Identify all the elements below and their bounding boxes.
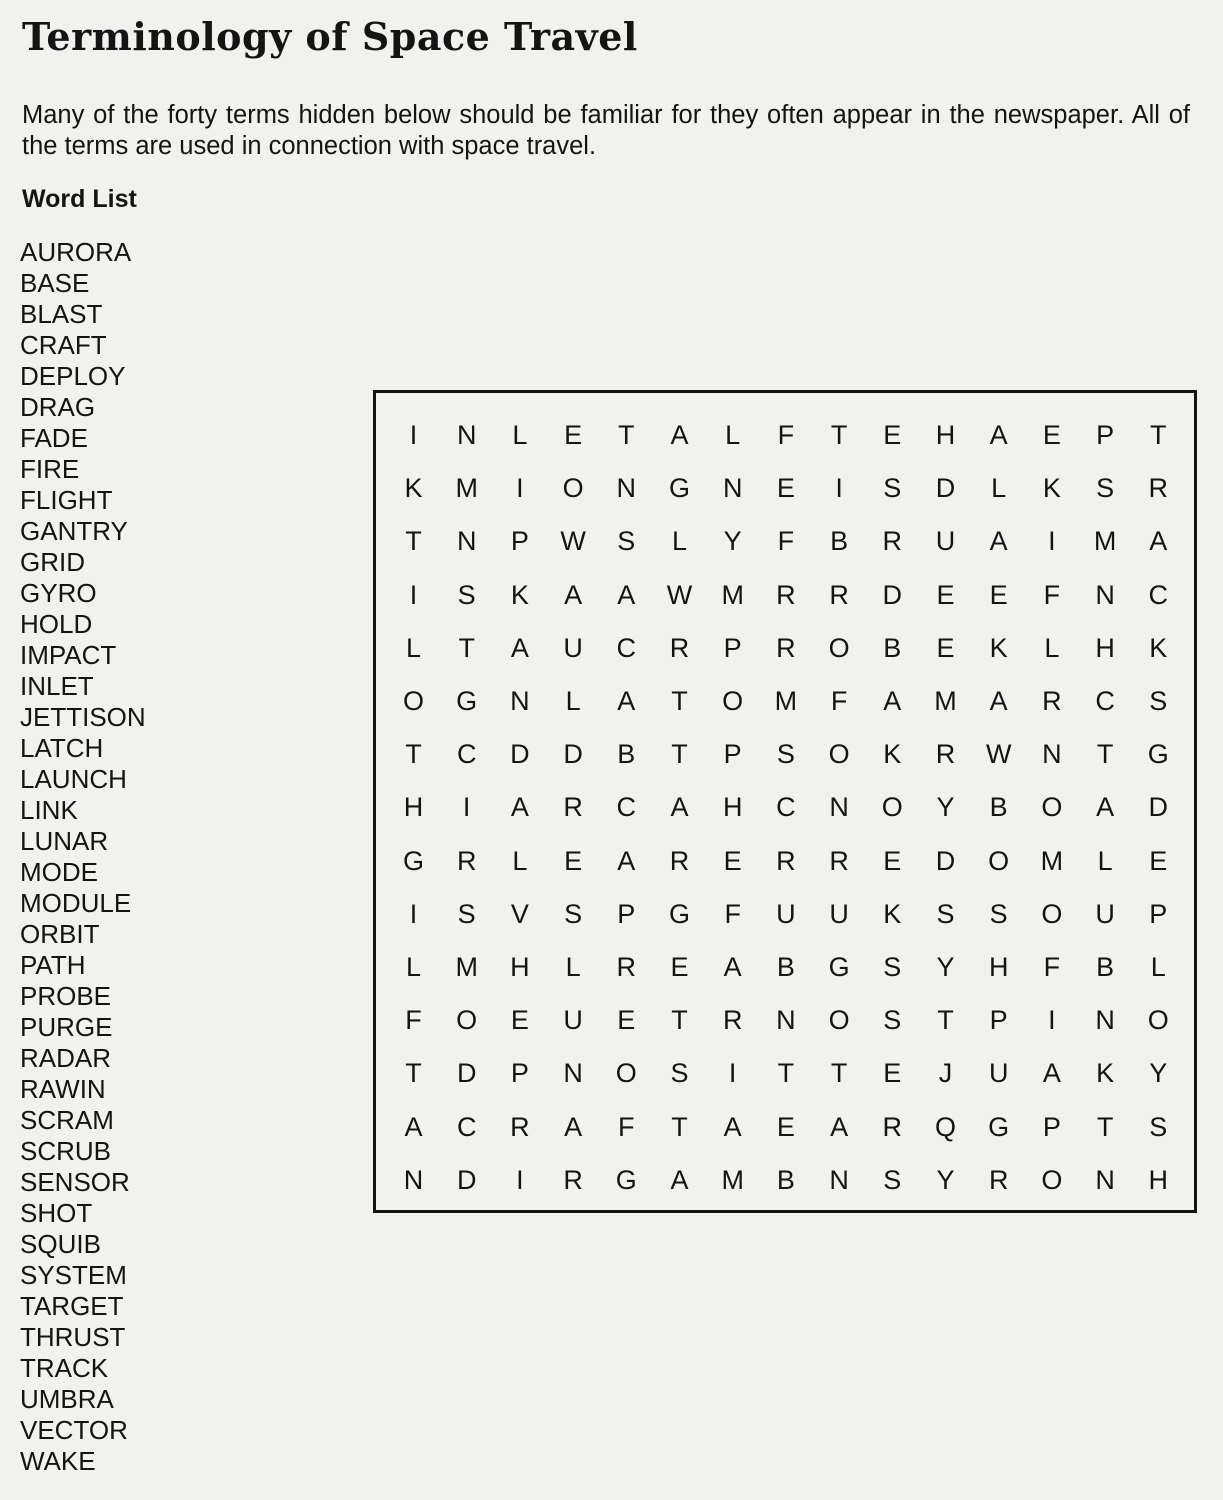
grid-letter[interactable]: E: [989, 579, 1008, 610]
grid-letter[interactable]: G: [828, 952, 850, 982]
grid-letter[interactable]: B: [989, 792, 1008, 823]
grid-letter[interactable]: L: [1097, 845, 1113, 876]
grid-letter[interactable]: A: [989, 526, 1008, 557]
grid-letter[interactable]: N: [456, 526, 477, 557]
word-list-item: SCRAM: [20, 1105, 114, 1135]
word-list-item: THRUST: [20, 1322, 126, 1352]
grid-row: [376, 994, 1194, 1047]
grid-letter[interactable]: L: [1150, 952, 1166, 982]
grid-letter[interactable]: I: [1048, 526, 1056, 557]
word-list-item: INLET: [20, 671, 94, 701]
grid-letter[interactable]: E: [617, 1005, 636, 1036]
grid-letter[interactable]: E: [776, 473, 795, 504]
grid-letter[interactable]: R: [882, 526, 903, 557]
grid-letter[interactable]: A: [617, 579, 636, 610]
grid-letter[interactable]: P: [1042, 1111, 1061, 1142]
word-search-grid: [373, 390, 1197, 1213]
word-list-item: IMPACT: [20, 640, 117, 670]
grid-letter[interactable]: I: [516, 473, 524, 504]
grid-letter[interactable]: D: [1148, 792, 1169, 823]
grid-letter[interactable]: G: [615, 1164, 637, 1195]
grid-letter[interactable]: A: [989, 420, 1008, 450]
grid-letter[interactable]: N: [510, 686, 530, 716]
grid-letter[interactable]: P: [510, 1058, 529, 1089]
grid-letter[interactable]: I: [409, 420, 418, 450]
grid-letter[interactable]: B: [883, 632, 902, 663]
grid-letter[interactable]: N: [1042, 739, 1062, 770]
grid-row: [376, 835, 1194, 888]
grid-letter[interactable]: H: [722, 792, 743, 823]
grid-letter[interactable]: P: [617, 898, 636, 929]
grid-letter[interactable]: E: [1042, 420, 1061, 450]
grid-letter[interactable]: C: [616, 792, 637, 823]
grid-letter[interactable]: O: [1041, 792, 1063, 823]
word-list-item: GRID: [20, 547, 85, 577]
grid-letter[interactable]: E: [723, 845, 742, 876]
grid-letter[interactable]: R: [510, 1111, 530, 1142]
grid-letter[interactable]: K: [989, 632, 1008, 663]
word-list-item: GYRO: [20, 578, 97, 608]
grid-letter[interactable]: G: [402, 845, 424, 876]
grid-letter[interactable]: Y: [936, 792, 955, 823]
grid-letter[interactable]: O: [988, 845, 1010, 876]
grid-letter[interactable]: M: [934, 686, 957, 716]
grid-letter[interactable]: A: [564, 579, 583, 610]
grid-letter[interactable]: E: [883, 845, 902, 876]
grid-letter[interactable]: K: [404, 473, 423, 504]
grid-letter[interactable]: F: [618, 1111, 635, 1142]
grid-letter[interactable]: O: [828, 1005, 850, 1036]
word-list: [20, 237, 146, 1477]
grid-letter[interactable]: T: [830, 1058, 848, 1089]
grid-letter[interactable]: U: [935, 526, 956, 557]
grid-letter[interactable]: E: [564, 845, 583, 876]
grid-letter[interactable]: T: [671, 1111, 688, 1142]
grid-letter[interactable]: S: [883, 952, 902, 982]
grid-letter[interactable]: T: [1096, 1111, 1114, 1142]
grid-letter[interactable]: I: [409, 579, 418, 610]
word-list-item: RADAR: [20, 1043, 112, 1073]
grid-letter[interactable]: G: [668, 473, 690, 504]
grid-letter[interactable]: M: [455, 473, 478, 504]
grid-letter[interactable]: Y: [1149, 1058, 1168, 1089]
grid-letter[interactable]: G: [1147, 739, 1169, 770]
grid-row: [376, 462, 1194, 515]
grid-row: [376, 1101, 1194, 1154]
grid-letter[interactable]: L: [565, 686, 581, 716]
grid-letter[interactable]: F: [777, 526, 795, 557]
grid-row: [376, 515, 1194, 568]
word-list-item: FADE: [20, 423, 88, 453]
grid-letter[interactable]: W: [666, 579, 693, 610]
word-list-item: LINK: [20, 795, 78, 825]
grid-letter[interactable]: L: [671, 526, 688, 557]
grid-letter[interactable]: A: [404, 1111, 423, 1142]
grid-letter[interactable]: R: [616, 952, 637, 982]
grid-letter[interactable]: B: [1096, 952, 1115, 982]
grid-letter[interactable]: D: [456, 1058, 477, 1089]
grid-letter[interactable]: S: [564, 898, 583, 929]
grid-letter[interactable]: R: [1148, 473, 1169, 504]
grid-letter[interactable]: S: [883, 1005, 902, 1036]
grid-letter[interactable]: S: [989, 898, 1008, 929]
grid-letter[interactable]: A: [670, 1164, 689, 1195]
grid-letter[interactable]: G: [988, 1111, 1010, 1142]
word-list-item: FLIGHT: [20, 485, 113, 515]
word-list-item: PROBE: [20, 981, 112, 1011]
grid-letter[interactable]: T: [937, 1005, 954, 1036]
grid-letter[interactable]: I: [409, 898, 418, 929]
grid-letter[interactable]: N: [722, 473, 743, 504]
grid-letter[interactable]: T: [1096, 739, 1114, 770]
grid-letter[interactable]: O: [1147, 1005, 1169, 1036]
grid-letter[interactable]: G: [456, 686, 478, 716]
grid-letter[interactable]: K: [883, 739, 902, 770]
grid-letter[interactable]: N: [776, 1005, 796, 1036]
word-list-item: LUNAR: [20, 826, 109, 856]
grid-letter[interactable]: E: [883, 420, 902, 450]
grid-letter[interactable]: N: [403, 1164, 424, 1195]
grid-letter[interactable]: M: [1040, 845, 1064, 876]
grid-letter[interactable]: Y: [723, 526, 742, 557]
word-list-item: DEPLOY: [20, 361, 126, 391]
grid-letter[interactable]: A: [670, 420, 689, 450]
grid-letter[interactable]: B: [776, 952, 795, 982]
grid-letter[interactable]: K: [510, 579, 529, 610]
grid-letter[interactable]: C: [456, 739, 477, 770]
grid-letter[interactable]: A: [510, 632, 529, 663]
word-list-item: SHOT: [20, 1198, 93, 1228]
word-list-item: GANTRY: [20, 516, 128, 546]
grid-letter[interactable]: O: [828, 739, 850, 770]
grid-letter[interactable]: K: [1042, 473, 1061, 504]
grid-letter[interactable]: S: [457, 579, 476, 610]
grid-letter[interactable]: U: [563, 632, 583, 663]
grid-letter[interactable]: N: [563, 1058, 583, 1089]
word-list-item: HOLD: [20, 609, 93, 639]
word-list-item: PATH: [20, 950, 86, 980]
grid-letter[interactable]: C: [1148, 579, 1169, 610]
grid-letter[interactable]: U: [988, 1058, 1009, 1089]
word-list-heading: Word List: [22, 185, 137, 213]
grid-letter[interactable]: G: [668, 898, 690, 929]
grid-letter[interactable]: A: [830, 1111, 849, 1142]
grid-letter[interactable]: S: [457, 898, 476, 929]
grid-letter[interactable]: L: [405, 952, 422, 982]
word-list-item: LAUNCH: [20, 764, 127, 794]
grid-letter[interactable]: H: [403, 792, 424, 823]
grid-letter[interactable]: C: [456, 1111, 477, 1142]
grid-letter[interactable]: S: [776, 739, 795, 770]
word-list-item: MODE: [20, 857, 98, 887]
grid-letter[interactable]: O: [881, 792, 903, 823]
grid-letter[interactable]: F: [1043, 579, 1061, 610]
grid-letter[interactable]: N: [829, 792, 849, 823]
grid-letter[interactable]: I: [1048, 1005, 1056, 1036]
grid-letter[interactable]: E: [510, 1005, 529, 1036]
grid-letter[interactable]: D: [456, 1164, 477, 1195]
grid-letter[interactable]: F: [1043, 952, 1061, 982]
grid-letter[interactable]: L: [405, 632, 422, 663]
grid-letter[interactable]: T: [830, 420, 848, 450]
grid-letter[interactable]: E: [776, 1111, 795, 1142]
grid-letter[interactable]: U: [776, 898, 796, 929]
grid-letter[interactable]: I: [835, 473, 843, 504]
grid-letter[interactable]: L: [725, 420, 741, 450]
word-list-item: FIRE: [20, 454, 80, 484]
word-list-item: PURGE: [20, 1012, 113, 1042]
grid-letter[interactable]: S: [936, 898, 955, 929]
grid-row: [376, 888, 1194, 941]
word-list-item: VECTOR: [20, 1415, 128, 1445]
grid-letter[interactable]: L: [565, 952, 581, 982]
grid-letter[interactable]: L: [512, 420, 528, 450]
word-list-item: RAWIN: [20, 1074, 106, 1104]
grid-letter[interactable]: F: [830, 686, 848, 716]
grid-letter[interactable]: C: [776, 792, 796, 823]
grid-letter[interactable]: O: [1041, 1164, 1063, 1195]
grid-letter[interactable]: D: [510, 739, 530, 770]
grid-letter[interactable]: S: [617, 526, 636, 557]
grid-letter[interactable]: R: [882, 1111, 903, 1142]
grid-letter[interactable]: L: [1044, 632, 1060, 663]
grid-letter[interactable]: R: [669, 632, 690, 663]
grid-letter[interactable]: A: [670, 792, 689, 823]
grid-letter[interactable]: T: [405, 1058, 422, 1089]
grid-letter[interactable]: D: [935, 473, 956, 504]
grid-letter[interactable]: B: [776, 1164, 795, 1195]
grid-letter[interactable]: F: [405, 1005, 422, 1036]
grid-letter[interactable]: T: [671, 686, 688, 716]
grid-letter[interactable]: O: [1041, 898, 1063, 929]
word-list-item: SCRUB: [20, 1136, 112, 1166]
word-list-item: JETTISON: [20, 702, 146, 732]
grid-letter[interactable]: A: [723, 1111, 742, 1142]
grid-letter[interactable]: R: [1042, 686, 1062, 716]
grid-letter[interactable]: A: [617, 686, 636, 716]
grid-letter[interactable]: E: [936, 579, 955, 610]
grid-row: [376, 569, 1194, 622]
grid-letter[interactable]: M: [774, 686, 798, 716]
grid-letter[interactable]: A: [564, 1111, 583, 1142]
grid-letter[interactable]: O: [615, 1058, 637, 1089]
grid-letter[interactable]: H: [1148, 1164, 1169, 1195]
word-list-item: SENSOR: [20, 1167, 130, 1197]
grid-letter[interactable]: M: [455, 952, 478, 982]
grid-letter[interactable]: K: [883, 898, 902, 929]
intro-paragraph: Many of the forty terms hidden below should be familiar for they often appear in the newspaper. All of the terms are used in connection with space travel.: [22, 101, 1190, 160]
grid-letter[interactable]: E: [883, 1058, 902, 1089]
grid-letter[interactable]: T: [777, 1058, 795, 1089]
grid-letter[interactable]: K: [1149, 632, 1168, 663]
grid-letter[interactable]: R: [563, 792, 583, 823]
grid-letter[interactable]: R: [776, 632, 796, 663]
grid-letter[interactable]: T: [671, 1005, 688, 1036]
grid-letter[interactable]: N: [829, 1164, 849, 1195]
grid-row: [376, 675, 1194, 728]
grid-letter[interactable]: T: [405, 526, 422, 557]
grid-letter[interactable]: H: [1095, 632, 1115, 663]
grid-letter[interactable]: S: [670, 1058, 689, 1089]
grid-letter[interactable]: Y: [936, 1164, 955, 1195]
grid-letter[interactable]: A: [989, 686, 1008, 716]
grid-letter[interactable]: N: [1095, 1005, 1115, 1036]
grid-letter[interactable]: R: [722, 1005, 743, 1036]
grid-letter[interactable]: S: [883, 473, 902, 504]
grid-letter[interactable]: E: [564, 420, 583, 450]
grid-letter[interactable]: R: [776, 579, 796, 610]
grid-letter[interactable]: U: [563, 1005, 583, 1036]
grid-letter[interactable]: O: [722, 686, 744, 716]
grid-letter[interactable]: N: [1095, 1164, 1115, 1195]
word-list-item: BASE: [20, 268, 90, 298]
grid-letter[interactable]: S: [1149, 686, 1168, 716]
grid-letter[interactable]: T: [458, 632, 475, 663]
grid-row: [376, 728, 1194, 781]
grid-letter[interactable]: L: [512, 845, 528, 876]
grid-letter[interactable]: P: [510, 526, 529, 557]
grid-letter[interactable]: O: [456, 1005, 478, 1036]
grid-letter[interactable]: O: [402, 686, 424, 716]
grid-letter[interactable]: T: [671, 739, 688, 770]
word-list-item: DRAG: [20, 392, 96, 422]
grid-letter[interactable]: O: [828, 632, 850, 663]
word-list-item: AURORA: [20, 237, 132, 267]
grid-letter[interactable]: V: [510, 898, 529, 929]
grid-letter[interactable]: I: [516, 1164, 524, 1195]
grid-letter[interactable]: R: [935, 739, 956, 770]
grid-letter[interactable]: A: [883, 686, 902, 716]
word-list-item: ORBIT: [20, 919, 100, 949]
grid-letter[interactable]: I: [728, 1058, 737, 1089]
grid-letter[interactable]: B: [617, 739, 636, 770]
grid-letter[interactable]: R: [776, 845, 796, 876]
grid-letter[interactable]: N: [1095, 579, 1115, 610]
grid-letter[interactable]: L: [991, 473, 1007, 504]
grid-letter[interactable]: F: [724, 898, 741, 929]
grid-letter[interactable]: H: [988, 952, 1009, 982]
grid-letter[interactable]: W: [560, 526, 586, 557]
grid-letter[interactable]: T: [405, 739, 422, 770]
grid-letter[interactable]: C: [616, 632, 637, 663]
grid-letter[interactable]: P: [989, 1005, 1008, 1036]
word-list-item: UMBRA: [20, 1384, 114, 1414]
grid-letter[interactable]: T: [1150, 420, 1167, 450]
grid-letter[interactable]: A: [1042, 1058, 1061, 1089]
word-list-item: WAKE: [20, 1446, 96, 1476]
grid-row: [376, 941, 1194, 994]
grid-row: [376, 1154, 1194, 1207]
grid-letter[interactable]: R: [829, 579, 849, 610]
grid-letter[interactable]: S: [1149, 1111, 1168, 1142]
grid-letter[interactable]: R: [456, 845, 477, 876]
grid-row: [376, 622, 1194, 675]
grid-letter[interactable]: E: [1149, 845, 1168, 876]
word-list-item: TARGET: [20, 1291, 124, 1321]
grid-letter[interactable]: I: [462, 792, 471, 823]
grid-letter[interactable]: A: [1096, 792, 1115, 823]
grid-letter[interactable]: P: [723, 739, 742, 770]
word-list-item: MODULE: [20, 888, 132, 918]
grid-letter[interactable]: Q: [934, 1111, 956, 1142]
grid-letter[interactable]: Y: [936, 952, 955, 982]
word-list-item: SQUIB: [20, 1229, 101, 1259]
grid-letter[interactable]: O: [562, 473, 584, 504]
grid-letter[interactable]: E: [936, 632, 955, 663]
grid-letter[interactable]: R: [563, 1164, 583, 1195]
word-list-item: TRACK: [20, 1353, 109, 1383]
grid-letter[interactable]: P: [1149, 898, 1168, 929]
grid-row: [376, 409, 1194, 462]
grid-letter[interactable]: R: [669, 845, 690, 876]
grid-letter[interactable]: D: [563, 739, 583, 770]
grid-letter[interactable]: W: [985, 739, 1012, 770]
grid-letter[interactable]: M: [1093, 526, 1117, 557]
word-list-item: CRAFT: [20, 330, 107, 360]
grid-letter[interactable]: S: [883, 1164, 902, 1195]
grid-letter[interactable]: E: [670, 952, 689, 982]
grid-letter[interactable]: H: [935, 420, 956, 450]
grid-letter[interactable]: N: [616, 473, 637, 504]
grid-letter[interactable]: H: [510, 952, 530, 982]
word-list-item: LATCH: [20, 733, 104, 763]
grid-letter[interactable]: M: [721, 1164, 744, 1195]
grid-letter[interactable]: D: [935, 845, 956, 876]
grid-letter[interactable]: A: [510, 792, 529, 823]
grid-letter[interactable]: J: [938, 1058, 953, 1089]
grid-letter[interactable]: K: [1096, 1058, 1115, 1089]
grid-letter[interactable]: U: [829, 898, 849, 929]
grid-letter[interactable]: D: [882, 579, 903, 610]
grid-letter[interactable]: N: [456, 420, 477, 450]
grid-row: [376, 1047, 1194, 1100]
grid-letter[interactable]: U: [1095, 898, 1115, 929]
grid-letter[interactable]: F: [777, 420, 795, 450]
grid-letter[interactable]: B: [830, 526, 849, 557]
grid-letter[interactable]: A: [617, 845, 636, 876]
grid-letter[interactable]: T: [618, 420, 635, 450]
grid-letter[interactable]: M: [721, 579, 744, 610]
grid-row: [376, 781, 1194, 834]
grid-letter[interactable]: R: [829, 845, 849, 876]
grid-letter[interactable]: P: [1096, 420, 1115, 450]
grid-letter[interactable]: C: [1095, 686, 1115, 716]
grid-letter[interactable]: P: [723, 632, 742, 663]
page-title: Terminology of Space Travel: [22, 14, 638, 59]
grid-letter[interactable]: A: [723, 952, 742, 982]
grid-letter[interactable]: A: [1149, 526, 1168, 557]
grid-letter[interactable]: S: [1096, 473, 1115, 504]
word-list-item: BLAST: [20, 299, 103, 329]
word-list-item: SYSTEM: [20, 1260, 127, 1290]
grid-letter[interactable]: R: [988, 1164, 1009, 1195]
